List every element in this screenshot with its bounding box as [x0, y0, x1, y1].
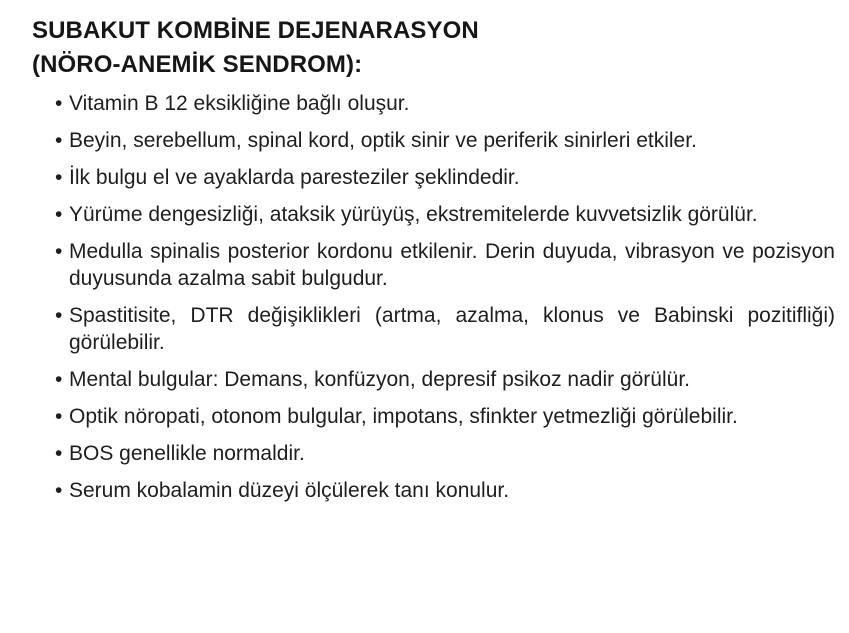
list-item-text: Beyin, serebellum, spinal kord, optik sinir ve periferik sinirleri etkiler.	[69, 129, 697, 152]
list-item	[55, 238, 835, 292]
list-item-text: Spastitisite, DTR değişiklikleri (artma, azalma, klonus ve Babinski pozitifliği) görülebilir.	[69, 304, 835, 354]
bullet-icon: •	[55, 129, 63, 152]
list-item	[55, 90, 835, 117]
list-item-text: BOS genellikle normaldir.	[69, 442, 305, 465]
list-item-text: Optik nöropati, otonom bulgular, impotans, sfinkter yetmezliği görülebilir.	[69, 405, 738, 428]
list-item	[55, 403, 835, 430]
bullet-icon: •	[55, 405, 63, 428]
list-item	[55, 201, 835, 228]
list-item-text: Mental bulgular: Demans, konfüzyon, depresif psikoz nadir görülür.	[69, 368, 690, 391]
list-item	[55, 366, 835, 393]
list-item-text: Medulla spinalis posterior kordonu etkilenir. Derin duyuda, vibrasyon ve pozisyon duyusunda azalma sabit bulgudur.	[69, 240, 835, 290]
list-item	[55, 302, 835, 356]
heading-line-1: SUBAKUT KOMBİNE DEJENARASYON	[32, 17, 479, 44]
bullet-icon: •	[55, 92, 63, 115]
list-item-text: Serum kobalamin düzeyi ölçülerek tanı konulur.	[69, 479, 510, 502]
bullet-icon: •	[55, 442, 63, 465]
list-item-text: İlk bulgu el ve ayaklarda paresteziler şeklindedir.	[69, 166, 520, 189]
bullet-icon: •	[55, 304, 63, 327]
list-item	[55, 127, 835, 154]
bullet-icon: •	[55, 479, 63, 502]
bullet-list	[55, 90, 835, 514]
bullet-icon: •	[55, 166, 63, 189]
list-item	[55, 440, 835, 467]
list-item-text: Yürüme dengesizliği, ataksik yürüyüş, ekstremitelerde kuvvetsizlik görülür.	[69, 203, 758, 226]
bullet-icon: •	[55, 240, 63, 263]
heading-line-2: (NÖRO-ANEMİK SENDROM):	[32, 51, 363, 78]
bullet-icon: •	[55, 368, 63, 391]
section-heading	[32, 14, 812, 82]
list-item	[55, 477, 835, 504]
bullet-icon: •	[55, 203, 63, 226]
list-item-text: Vitamin B 12 eksikliğine bağlı oluşur.	[69, 92, 410, 115]
list-item	[55, 164, 835, 191]
